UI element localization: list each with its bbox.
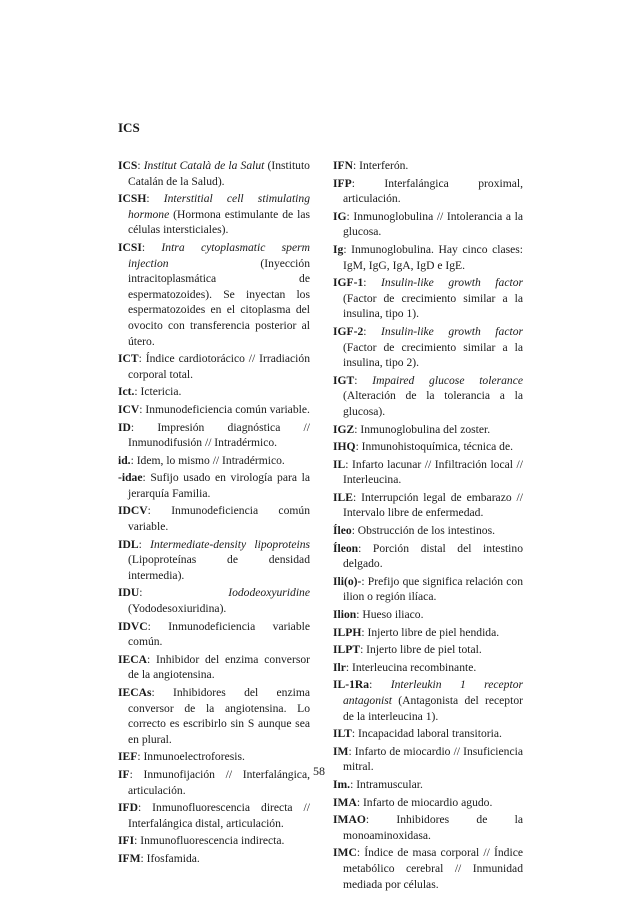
entry-term: IMC: [333, 846, 357, 860]
glossary-entry: [333, 642, 523, 658]
entry-text: (Factor de crecimiento similar a la insulina, tipo 1).: [343, 291, 523, 321]
entry-foreign-term: Interleukin 1 receptor antagonist: [343, 678, 523, 707]
entry-text: : Inmunofluorescencia directa // Interfalángica distal, articulación.: [128, 801, 310, 830]
entry-text: :: [138, 537, 151, 551]
glossary-entry: [333, 490, 523, 521]
entry-foreign-term: Impaired glucose tolerance: [372, 373, 523, 387]
entry-text: : Infarto de miocardio agudo.: [356, 795, 493, 809]
glossary-entry: [118, 652, 310, 683]
entry-text: (Lipoproteínas de densidad intermedia).: [128, 553, 310, 582]
glossary-entry: [118, 619, 310, 650]
entry-foreign-term: Intermediate-density lipoproteins: [150, 537, 310, 551]
entry-text: : Incapacidad laboral transitoria.: [351, 727, 502, 741]
entry-text: : Inmunofluorescencia indirecta.: [134, 834, 285, 848]
glossary-entry: [118, 158, 310, 189]
glossary-entry: [333, 373, 523, 420]
glossary-entry: [333, 457, 523, 488]
entry-term: IECA: [118, 652, 147, 666]
entry-text: : Impresión diagnóstica // Inmunodifusión // Intradérmico.: [128, 420, 310, 450]
glossary-entry: [118, 537, 310, 584]
glossary-entry: [118, 453, 310, 469]
entry-text: (Hormona estimulante de las células intersticiales).: [128, 207, 310, 237]
entry-term: ICS: [118, 159, 138, 172]
entry-text: :: [146, 192, 164, 206]
entry-term: IDCV: [118, 504, 148, 518]
entry-text: : Inmunoglobulina del zoster.: [354, 422, 491, 436]
glossary-entry: [118, 833, 310, 849]
glossary-entry: [333, 660, 523, 676]
glossary-entry: [333, 795, 523, 811]
glossary-entry: [333, 677, 523, 724]
entry-term: IL-1Ra: [333, 678, 370, 692]
left-column: [118, 158, 310, 869]
entry-term: ID: [118, 420, 131, 434]
entry-text: : Interfalángica proximal, articulación.: [343, 176, 523, 206]
glossary-entry: [333, 777, 523, 793]
glossary-entry: [333, 625, 523, 641]
glossary-entry: [333, 324, 523, 371]
entry-text: : Índice de masa corporal // Índice metabólico cerebral // Inmunidad mediada por células.: [343, 846, 523, 891]
entry-text: : Inhibidores de la monoaminoxidasa.: [343, 813, 523, 842]
glossary-entry: [333, 607, 523, 623]
entry-term: id.: [118, 453, 131, 467]
entry-text: :: [141, 240, 162, 254]
entry-text: : Prefijo que significa relación con ilion o región ilíaca.: [343, 574, 523, 604]
entry-text: :: [363, 276, 382, 290]
glossary-entry: [333, 523, 523, 539]
entry-text: (Yododesoxiuridina).: [128, 602, 227, 616]
entry-term: ILE: [333, 490, 353, 504]
entry-term: IECAs: [118, 686, 152, 699]
entry-text: :: [363, 324, 382, 338]
entry-text: : Inmunodeficiencia variable común.: [128, 619, 310, 649]
glossary-entry: [333, 158, 523, 174]
entry-term: Ict.: [118, 385, 135, 399]
entry-text: : Inmunodeficiencia común variable.: [139, 402, 310, 416]
entry-term: ICSI: [118, 240, 142, 254]
glossary-entry: [333, 275, 523, 322]
entry-term: ILPT: [333, 643, 361, 657]
entry-text: : Injerto libre de piel hendida.: [361, 625, 500, 639]
entry-text: : Inmunoglobulina // Intolerancia a la glucosa.: [343, 209, 523, 239]
glossary-entry: [118, 585, 310, 616]
entry-text: (Antagonista del receptor de la interleucina 1).: [343, 694, 523, 723]
glossary-entry: [118, 470, 310, 501]
entry-term: IL: [333, 457, 346, 471]
entry-term: IFN: [333, 159, 353, 172]
entry-term: IMA: [333, 795, 357, 809]
entry-term: Im.: [333, 777, 351, 791]
glossary-entry: [333, 845, 523, 892]
entry-term: IFD: [118, 801, 138, 815]
entry-text: : Porción distal del intestino delgado.: [343, 541, 523, 571]
glossary-entry: [118, 800, 310, 831]
glossary-entry: [333, 422, 523, 438]
entry-term: IHQ: [333, 440, 356, 454]
entry-text: : Hueso iliaco.: [356, 608, 424, 622]
entry-text: : Idem, lo mismo // Intradérmico.: [130, 453, 285, 467]
entry-foreign-term: Iododeoxyuridine: [228, 586, 310, 600]
glossary-entry: [333, 574, 523, 605]
entry-term: Ig: [333, 242, 344, 256]
entry-term: IFP: [333, 176, 352, 190]
entry-term: IF: [118, 767, 130, 781]
entry-text: : Injerto libre de piel total.: [360, 643, 482, 657]
entry-term: -idae: [118, 471, 143, 485]
entry-text: : Inmunoelectroforesis.: [137, 750, 245, 764]
entry-text: : Interleucina recombinante.: [345, 660, 477, 674]
entry-term: IGF-2: [333, 324, 364, 338]
entry-text: :: [139, 586, 229, 600]
glossary-entry: [118, 685, 310, 747]
glossary-entry: [118, 402, 310, 418]
entry-term: IG: [333, 209, 347, 223]
entry-text: : Inmunohistoquímica, técnica de.: [355, 440, 514, 454]
entry-term: ICT: [118, 352, 139, 366]
entry-term: ILPH: [333, 625, 362, 639]
entry-text: : Obstrucción de los intestinos.: [351, 524, 495, 538]
glossary-entry: [118, 240, 310, 349]
glossary-entry: [333, 726, 523, 742]
entry-term: IGT: [333, 373, 355, 387]
entry-text: : Inmunodeficiencia común variable.: [128, 504, 310, 534]
entry-term: IM: [333, 744, 349, 758]
entry-term: IGF-1: [333, 276, 364, 290]
entry-foreign-term: Institut Català de la Salut: [143, 159, 265, 172]
entry-text: : Ifosfamida.: [140, 851, 200, 865]
glossary-entry: [333, 812, 523, 843]
glossary-entry: [333, 176, 523, 207]
glossary-entry: [118, 351, 310, 382]
entry-text: :: [369, 678, 391, 692]
entry-term: ICSH: [118, 192, 147, 206]
entry-foreign-term: Interstitial cell stimulating hormone: [128, 192, 310, 221]
entry-text: :: [354, 373, 373, 387]
entry-text: : Infarto de miocardio // Insuficiencia mitral.: [343, 744, 523, 774]
glossary-entry: [333, 209, 523, 240]
entry-text: :: [137, 159, 144, 172]
running-header: ICS: [118, 120, 140, 135]
glossary-entry: [118, 749, 310, 765]
entry-text: : Intramuscular.: [350, 777, 423, 791]
glossary-entry: [118, 191, 310, 238]
entry-term: ICV: [118, 402, 140, 416]
entry-text: : Interferón.: [352, 159, 409, 172]
entry-text: : Inhibidor del enzima conversor de la angiotensina.: [128, 652, 310, 682]
glossary-entry: [118, 851, 310, 867]
entry-term: IDVC: [118, 619, 148, 633]
glossary-entry: [118, 503, 310, 534]
entry-text: (Factor de crecimiento similar a la insulina, tipo 2).: [343, 340, 523, 370]
entry-text: : Inhibidores del enzima conversor de la angiotensina. Lo correcto es escribirlo sin S aunque sea en plural.: [128, 686, 310, 746]
page-number: 58: [313, 764, 325, 778]
entry-term: IDL: [118, 537, 139, 551]
entry-term: Íleon: [333, 541, 359, 555]
glossary-entry: [333, 541, 523, 572]
entry-text: (Alteración de la tolerancia a la glucosa).: [343, 389, 523, 418]
entry-term: IDU: [118, 586, 140, 600]
entry-text: : Inmunofijación // Interfalángica, articulación.: [128, 767, 310, 797]
entry-term: IFI: [118, 834, 135, 848]
glossary-entry: [118, 384, 310, 400]
glossary-entry: [333, 439, 523, 455]
entry-text: : Inmunoglobulina. Hay cinco clases: IgM, IgG, IgA, IgD e IgE.: [343, 242, 523, 272]
entry-text: (Instituto Catalán de la Salud).: [128, 159, 310, 188]
entry-term: Ilion: [333, 608, 357, 622]
entry-foreign-term: Insulin-like growth factor: [381, 324, 523, 338]
glossary-entry: [118, 420, 310, 451]
entry-term: IEF: [118, 750, 138, 764]
entry-foreign-term: Intra cytoplasmatic sperm injection: [128, 240, 311, 270]
right-column: [333, 158, 523, 894]
entry-text: : Interrupción legal de embarazo // Intervalo libre de enfermedad.: [343, 490, 523, 520]
glossary-entry: [333, 242, 523, 273]
entry-text: : Índice cardiotorácico // Irradiación corporal total.: [128, 352, 310, 381]
entry-foreign-term: Insulin-like growth factor: [381, 276, 523, 290]
entry-term: IFM: [118, 851, 141, 865]
entry-term: IGZ: [333, 422, 355, 436]
entry-term: IMAO: [333, 813, 366, 827]
entry-term: Ilr: [333, 660, 346, 674]
entry-text: : Sufijo usado en virología para la jerarquía Familia.: [128, 471, 310, 500]
entry-term: ILT: [333, 727, 352, 741]
entry-text: : Infarto lacunar // Infiltración local // Interleucina.: [343, 457, 523, 487]
entry-text: : Ictericia.: [134, 385, 182, 399]
entry-term: Ili(o)-: [333, 574, 362, 588]
entry-text: (Inyección intracitoplasmática de espermatozoides). Se inyectan los espermatozoides en el citoplasma del ovocito con transferencia posterior al útero.: [128, 256, 310, 348]
entry-term: Íleo: [333, 524, 352, 538]
